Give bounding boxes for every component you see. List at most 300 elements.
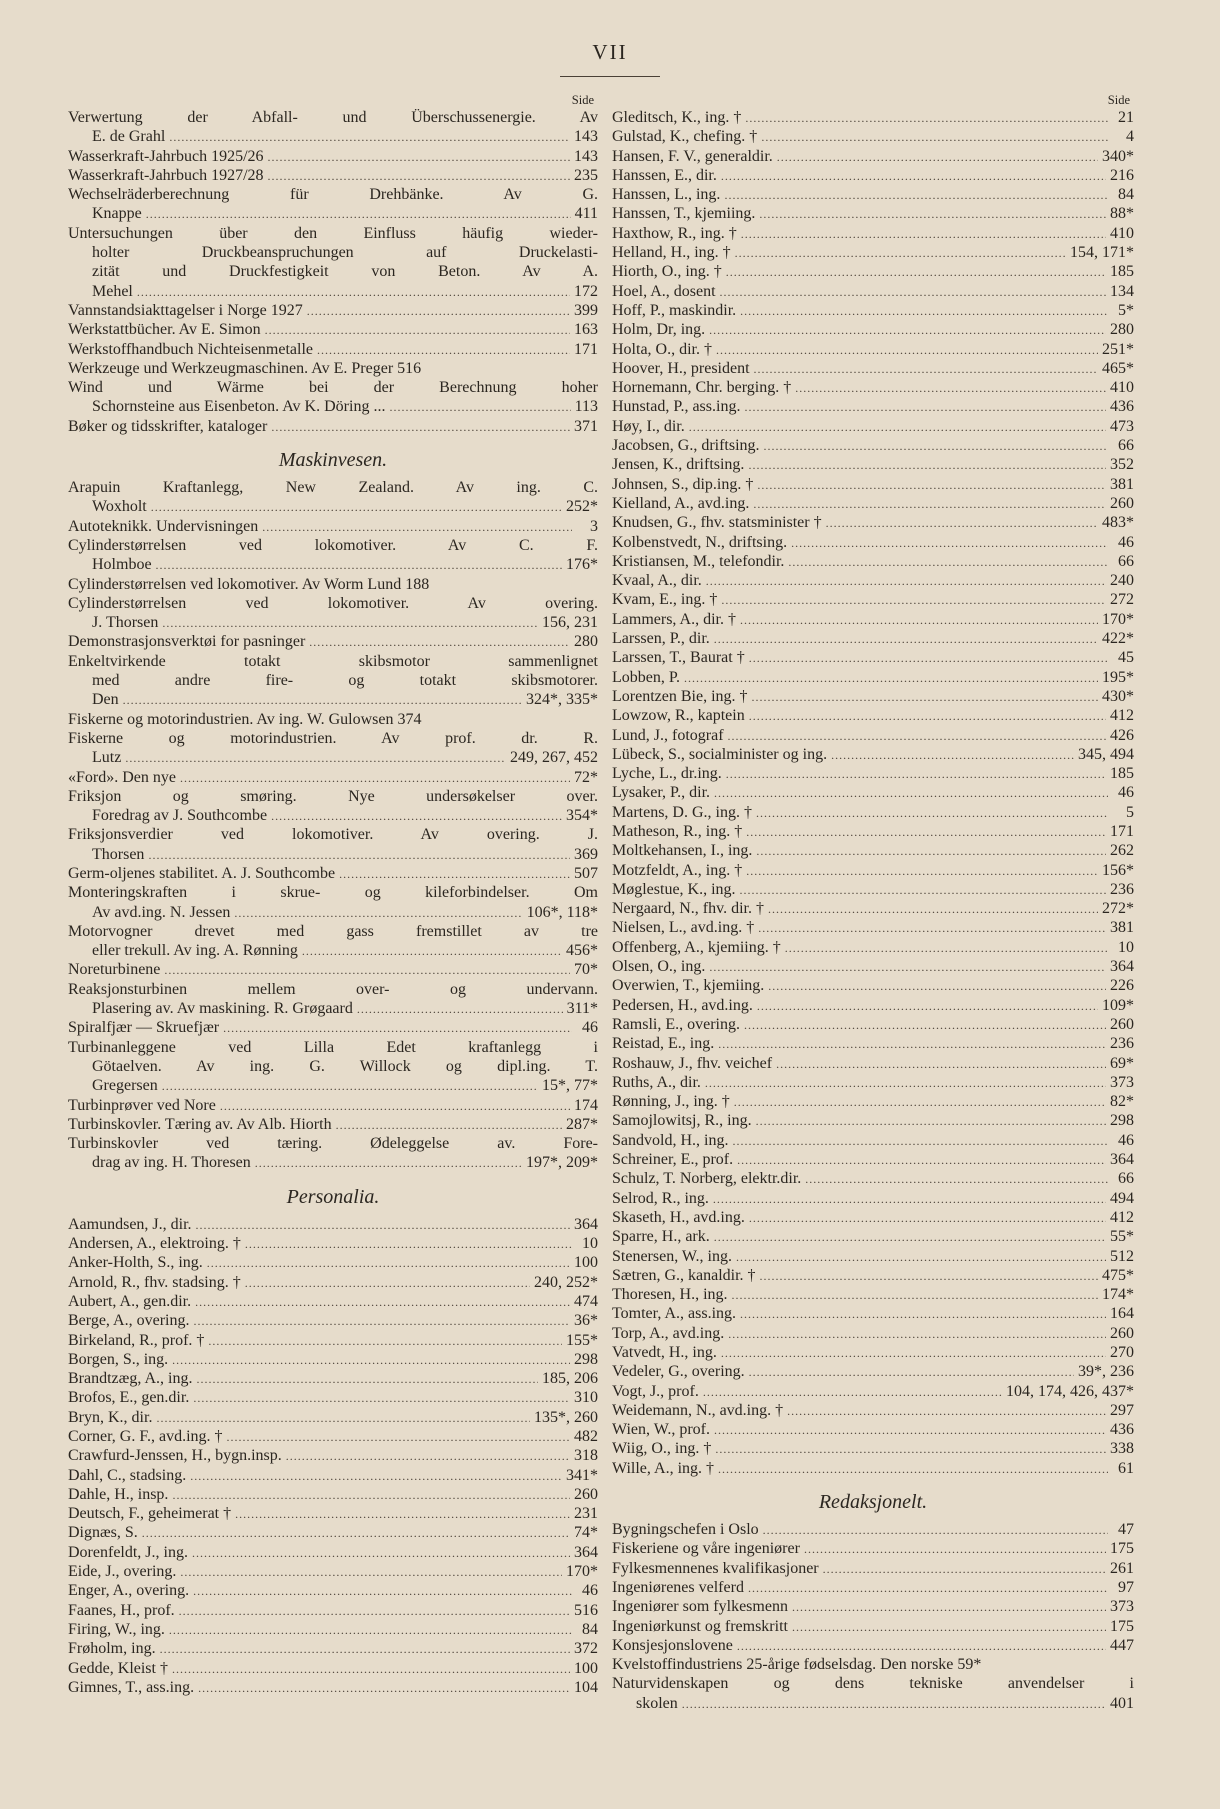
entry-line — [612, 455, 1134, 474]
dot-leader — [268, 148, 570, 167]
entry-line — [612, 590, 1134, 609]
dot-leader — [763, 1521, 1108, 1540]
entry-text: Konsjesjonslovene — [612, 1636, 733, 1654]
entry-line — [68, 359, 598, 378]
entry-line — [68, 517, 598, 536]
entry-text: Lorentzen Bie, ing. † — [612, 687, 748, 705]
entry-text: Schreiner, E., prof. — [612, 1151, 734, 1169]
page-ref: 372 — [574, 1640, 598, 1658]
entry-line — [612, 996, 1134, 1015]
index-entry — [68, 166, 598, 185]
entry-text: Tomter, A., ass.ing. — [612, 1305, 737, 1323]
entry-line — [612, 918, 1134, 937]
page-ref: 45 — [1118, 649, 1134, 667]
entry-line — [68, 1253, 598, 1272]
page-ref: 170* — [1102, 610, 1134, 628]
dot-leader — [744, 398, 1106, 417]
entry-text: J. Thorsen — [92, 614, 159, 632]
dot-leader — [748, 1579, 1108, 1598]
dot-leader — [234, 904, 522, 923]
entry-text: Hornemann, Chr. berging. † — [612, 379, 792, 397]
index-entry — [612, 938, 1134, 957]
entry-text: Spiralfjær — Skruefjær — [68, 1019, 220, 1037]
page-ref: 235 — [574, 166, 598, 184]
page-ref: 155* — [566, 1331, 598, 1349]
dot-leader — [193, 1312, 570, 1331]
entry-text: Hanssen, E., dir. — [612, 166, 717, 184]
dot-leader — [709, 958, 1106, 977]
dot-leader — [235, 1505, 570, 1524]
page-ref: 82* — [1110, 1093, 1134, 1111]
index-entry — [612, 1227, 1134, 1246]
index-entry — [612, 1343, 1134, 1362]
entry-text: Gregersen — [92, 1077, 158, 1095]
entry-text: Dignæs, S. — [68, 1524, 138, 1542]
page-ref: 46 — [1118, 784, 1134, 802]
dot-leader — [732, 1286, 1098, 1305]
entry-line — [68, 127, 598, 146]
page-ref: 163 — [574, 321, 598, 339]
dot-leader — [682, 1695, 1106, 1714]
entry-text: Høy, I., dir. — [612, 417, 685, 435]
entry-line — [68, 1562, 598, 1581]
index-entry — [612, 764, 1134, 783]
entry-line — [612, 436, 1134, 455]
dot-leader — [740, 302, 1108, 321]
dot-leader — [760, 1267, 1098, 1286]
index-entry — [68, 729, 598, 768]
entry-line — [68, 613, 598, 632]
page-ref: 422* — [1102, 630, 1134, 648]
page-ref: 287* — [566, 1115, 598, 1133]
dot-leader — [724, 186, 1108, 205]
entry-text: Plasering av. Av maskining. R. Grøgaard — [92, 1000, 353, 1018]
entry-text: Mehel — [92, 282, 133, 300]
right-column — [612, 92, 1134, 1713]
index-entry — [68, 575, 598, 594]
page-ref: 364 — [1110, 1151, 1134, 1169]
entry-line — [612, 745, 1134, 764]
entry-line — [612, 1131, 1134, 1150]
entry-line — [68, 1543, 598, 1562]
entry-line — [68, 1153, 598, 1172]
page-ref: 46 — [582, 1019, 598, 1037]
index-section — [612, 108, 1134, 1478]
entry-text: Lowzow, R., kaptein — [612, 707, 745, 725]
dot-leader — [713, 1190, 1106, 1209]
page-ref: 104, 174, 426, 437* — [1006, 1382, 1134, 1400]
page-ref: 399 — [574, 301, 598, 319]
entry-text: Vannstandsiakttagelser i Norge 1927 — [68, 301, 303, 319]
entry-line — [612, 108, 1134, 127]
dot-leader — [726, 263, 1106, 282]
index-entry — [68, 378, 598, 417]
page-ref: 185 — [1110, 263, 1134, 281]
dot-leader — [196, 1370, 538, 1389]
page-ref: 310 — [574, 1389, 598, 1407]
entry-text: Untersuchungen über den Einfluss häufig wieder- — [68, 224, 598, 242]
entry-line — [612, 1054, 1134, 1073]
dot-leader — [754, 360, 1098, 379]
entry-line — [612, 687, 1134, 706]
page-ref: 297 — [1110, 1401, 1134, 1419]
index-entry — [68, 1331, 598, 1350]
entry-line — [68, 903, 598, 922]
index-entry — [612, 1674, 1134, 1713]
dot-leader — [737, 1637, 1106, 1656]
entry-text: Ramsli, E., overing. — [612, 1015, 740, 1033]
page-ref: 5 — [1126, 803, 1134, 821]
entry-line — [68, 555, 598, 574]
page-ref: 226 — [1110, 977, 1134, 995]
entry-line — [68, 1311, 598, 1330]
entry-text: Wille, A., ing. † — [612, 1459, 715, 1477]
dot-leader — [735, 244, 1066, 263]
dot-leader — [791, 534, 1108, 553]
page-ref: 240, 252* — [534, 1273, 598, 1291]
dot-leader — [756, 842, 1106, 861]
entry-text: Samojlowitsj, R., ing. — [612, 1112, 752, 1130]
page-ref: 84 — [1118, 186, 1134, 204]
entry-line — [612, 282, 1134, 301]
index-entry — [612, 1324, 1134, 1343]
index-entry — [68, 340, 598, 359]
dot-leader — [706, 572, 1106, 591]
entry-line — [612, 1459, 1134, 1478]
entry-text: Sætren, G., kanaldir. † — [612, 1266, 756, 1284]
entry-line — [612, 1015, 1134, 1034]
entry-text: Lutz — [92, 749, 122, 767]
entry-text: Lübeck, S., socialminister og ing. — [612, 745, 828, 763]
index-entry — [68, 1639, 598, 1658]
dot-leader — [720, 283, 1106, 302]
dot-leader — [208, 1332, 562, 1351]
page-ref: 104 — [574, 1678, 598, 1696]
entry-line — [68, 1427, 598, 1446]
entry-line — [612, 1111, 1134, 1130]
dot-leader — [718, 1460, 1108, 1479]
entry-line — [612, 320, 1134, 339]
page-ref: 298 — [574, 1350, 598, 1368]
dot-leader — [768, 900, 1098, 919]
dot-leader — [245, 1235, 572, 1254]
entry-text: Helland, H., ing. † — [612, 244, 731, 262]
page-ref: 170* — [566, 1563, 598, 1581]
entry-text: Knappe — [92, 205, 142, 223]
entry-text: Firing, W., ing. — [68, 1620, 165, 1638]
page-ref: 251* — [1102, 340, 1134, 358]
entry-line — [612, 1227, 1134, 1246]
entry-text: Torp, A., avd.ing. — [612, 1324, 725, 1342]
entry-line — [68, 748, 598, 767]
dot-leader — [753, 495, 1106, 514]
dot-leader — [339, 865, 570, 884]
entry-line — [612, 610, 1134, 629]
index-entry — [68, 768, 598, 787]
page-ref: 84 — [582, 1620, 598, 1638]
page-ref: 516 — [574, 1601, 598, 1619]
entry-text: Nielsen, L., avd.ing. † — [612, 919, 755, 937]
page-ref: 340* — [1102, 147, 1134, 165]
index-entry — [68, 320, 598, 339]
page-ref: 4 — [1126, 128, 1134, 146]
entry-line — [612, 976, 1134, 995]
page-ref: 176* — [566, 556, 598, 574]
index-entry — [612, 1578, 1134, 1597]
dot-leader — [245, 1274, 530, 1293]
page-number: VII — [592, 40, 628, 64]
right-sections — [612, 108, 1134, 1713]
index-entry — [612, 108, 1134, 127]
index-entry — [612, 552, 1134, 571]
dot-leader — [190, 1467, 562, 1486]
dot-leader — [164, 961, 570, 980]
entry-line — [68, 301, 598, 320]
index-entry — [612, 571, 1134, 590]
index-entry — [612, 668, 1134, 687]
page-ref: 240 — [1110, 572, 1134, 590]
index-entry — [68, 185, 598, 224]
dot-leader — [714, 1228, 1106, 1247]
dot-leader — [172, 1660, 570, 1679]
dot-leader — [823, 1560, 1106, 1579]
index-entry — [612, 147, 1134, 166]
entry-line — [612, 899, 1134, 918]
page-number-rule — [560, 76, 660, 77]
entry-line — [68, 1350, 598, 1369]
entry-line — [68, 1659, 598, 1678]
dot-leader — [746, 823, 1106, 842]
page-ref: 364 — [574, 1543, 598, 1561]
index-section — [612, 1478, 1134, 1713]
index-entry — [68, 1485, 598, 1504]
page-ref: 66 — [1118, 1170, 1134, 1188]
entry-line — [68, 999, 598, 1018]
index-entry — [612, 1539, 1134, 1558]
dot-leader — [785, 939, 1108, 958]
entry-line — [68, 864, 598, 883]
dot-leader — [262, 518, 572, 537]
entry-line — [612, 1617, 1134, 1636]
entry-text: Ruths, A., dir. — [612, 1073, 701, 1091]
index-entry — [612, 1150, 1134, 1169]
entry-text: Knudsen, G., fhv. statsminister † — [612, 514, 822, 532]
entry-line — [68, 1096, 598, 1115]
dot-leader — [749, 707, 1106, 726]
entry-text: Wechselräderberechnung für Drehbänke. Av G. — [68, 186, 598, 204]
index-section — [68, 1173, 598, 1697]
index-entry — [68, 1292, 598, 1311]
dot-leader — [179, 1602, 570, 1621]
entry-text: holter Druckbeanspruchungen auf Druckelasti- — [92, 244, 598, 262]
dot-leader — [703, 1383, 1002, 1402]
entry-text: Turbinanleggene ved Lilla Edet kraftanlegg i — [68, 1038, 598, 1056]
entry-text: Gleditsch, K., ing. † — [612, 109, 742, 126]
entry-text: Roshauw, J., fhv. veichef — [612, 1054, 773, 1072]
entry-text: skolen — [636, 1694, 678, 1712]
entry-line — [612, 841, 1134, 860]
index-entry — [612, 1015, 1134, 1034]
page-ref: 261 — [1110, 1559, 1134, 1577]
entry-line — [68, 1215, 598, 1234]
page-ref: 260 — [574, 1485, 598, 1503]
entry-text: Ingeniørkunst og fremskritt — [612, 1617, 788, 1635]
page-ref: 318 — [574, 1447, 598, 1465]
page-ref: 143 — [574, 147, 598, 165]
dot-leader — [271, 807, 562, 826]
entry-line — [612, 764, 1134, 783]
index-entry — [612, 475, 1134, 494]
index-entry — [612, 1304, 1134, 1323]
dot-leader — [125, 749, 506, 768]
entry-text: Turbinskovler. Tæring av. Av Alb. Hiorth — [68, 1115, 332, 1133]
index-entry — [68, 864, 598, 883]
page-ref: 482 — [574, 1428, 598, 1445]
entry-line — [68, 147, 598, 166]
page-ref: 236 — [1110, 1035, 1134, 1053]
dot-leader — [156, 556, 562, 575]
entry-text: Lund, J., fotograf — [612, 726, 724, 744]
dot-leader — [759, 205, 1106, 224]
entry-line — [68, 340, 598, 359]
entry-line — [612, 1343, 1134, 1362]
entry-line — [612, 301, 1134, 320]
entry-line — [68, 632, 598, 651]
page-ref: 411 — [574, 205, 598, 223]
entry-text: Berge, A., overing. — [68, 1312, 190, 1330]
entry-text: Vatvedt, H., ing. — [612, 1344, 717, 1361]
index-entry — [68, 1601, 598, 1620]
index-entry — [68, 1038, 598, 1096]
page-ref: 249, 267, 452 — [510, 749, 598, 767]
page-ref: 236 — [1110, 880, 1134, 898]
page-ref: 46 — [1118, 533, 1134, 551]
page-ref: 260 — [1110, 494, 1134, 512]
index-entry — [68, 1388, 598, 1407]
entry-text: Lyche, L., dr.ing. — [612, 765, 722, 783]
page-ref: 447 — [1110, 1636, 1134, 1654]
page-ref: 512 — [1110, 1247, 1134, 1265]
page-ref: 260 — [1110, 1324, 1134, 1342]
entry-text: Lobben, P. — [612, 668, 680, 686]
entry-text: Faanes, H., prof. — [68, 1601, 175, 1619]
page-ref: 373 — [1110, 1598, 1134, 1616]
entry-line — [612, 1559, 1134, 1578]
index-entry — [68, 1369, 598, 1388]
page-ref: 436 — [1110, 1421, 1134, 1439]
entry-line — [68, 166, 598, 185]
page-ref: 354* — [566, 807, 598, 825]
dot-leader — [732, 1132, 1108, 1151]
dot-leader — [148, 846, 570, 865]
page-ref: 381 — [1110, 919, 1134, 937]
entry-text: E. de Grahl — [92, 128, 166, 146]
entry-text: Motzfeldt, A., ing. † — [612, 861, 743, 879]
entry-text: Fiskerne og motorindustrien. Av prof. dr. R. — [68, 729, 598, 747]
page-ref: 231 — [574, 1505, 598, 1523]
dot-leader — [193, 1389, 570, 1408]
dot-leader — [336, 1116, 562, 1135]
entry-line — [68, 397, 598, 416]
entry-line — [68, 417, 598, 436]
entry-line — [612, 1189, 1134, 1208]
entry-text: Motorvogner drevet med gass fremstillet av tre — [68, 922, 598, 940]
entry-text: Cylinderstørrelsen ved lokomotiver. Av Worm Lund 188 — [68, 575, 430, 593]
entry-text: eller trekull. Av ing. A. Rønning — [92, 942, 298, 960]
index-entry — [68, 594, 598, 633]
index-entry — [68, 1234, 598, 1253]
dot-leader — [831, 746, 1074, 765]
entry-text: Holta, O., dir. † — [612, 340, 712, 358]
entry-line — [68, 960, 598, 979]
dot-leader — [137, 283, 570, 302]
dot-leader — [740, 611, 1098, 630]
dot-leader — [207, 1254, 570, 1273]
dot-leader — [196, 1216, 570, 1235]
entry-line — [612, 957, 1134, 976]
page-ref: 172 — [574, 282, 598, 300]
page-ref: 156, 231 — [542, 614, 598, 632]
index-entry — [612, 1073, 1134, 1092]
entry-text: «Ford». Den nye — [68, 768, 176, 786]
index-entry — [68, 652, 598, 710]
entry-text: med andre fire- og totakt skibsmotorer. — [92, 672, 598, 690]
entry-line — [612, 1266, 1134, 1285]
page-ref: 100 — [574, 1659, 598, 1677]
entry-text: Weidemann, N., avd.ing. † — [612, 1401, 784, 1419]
entry-text: Deutsch, F., geheimerat † — [68, 1505, 232, 1523]
entry-line — [612, 1362, 1134, 1381]
page-ref: 106*, 118* — [526, 903, 598, 921]
entry-text: Kolbenstvedt, N., driftsing. — [612, 533, 788, 551]
index-entry — [612, 185, 1134, 204]
index-entry — [612, 1285, 1134, 1304]
index-entry — [68, 1273, 598, 1292]
index-entry — [612, 378, 1134, 397]
entry-line — [68, 204, 598, 223]
dot-leader — [721, 167, 1106, 186]
entry-text: Turbinprøver ved Nore — [68, 1096, 216, 1114]
index-entry — [612, 610, 1134, 629]
index-entry — [612, 1189, 1134, 1208]
entry-line — [612, 243, 1134, 262]
entry-line — [68, 1018, 598, 1037]
entry-text: Kvaal, A., dir. — [612, 572, 702, 590]
entry-text: Jacobsen, G., driftsing. — [612, 437, 760, 455]
page-ref: 272 — [1110, 591, 1134, 609]
entry-line — [68, 1523, 598, 1542]
dot-leader — [716, 341, 1098, 360]
index-entry — [612, 533, 1134, 552]
page-ref: 88* — [1110, 205, 1134, 223]
entry-text: Schornsteine aus Eisenbeton. Av K. Döring ... — [92, 398, 386, 416]
dot-leader — [804, 1540, 1106, 1559]
dot-leader — [192, 1544, 570, 1563]
dot-leader — [705, 1074, 1106, 1093]
entry-text: Woxholt — [92, 498, 147, 516]
index-entry — [612, 590, 1134, 609]
page-ref: 97 — [1118, 1578, 1134, 1596]
dot-leader — [268, 167, 570, 186]
entry-text: Offenberg, A., kjemiing. † — [612, 938, 781, 956]
page-ref: 364 — [574, 1215, 598, 1233]
page-ref: 156* — [1102, 861, 1134, 879]
index-entry — [68, 147, 598, 166]
entry-text: Holmboe — [92, 556, 152, 574]
entry-text: Hansen, F. V., generaldir. — [612, 147, 773, 165]
index-entry — [612, 1459, 1134, 1478]
entry-text: Kvelstoffindustriens 25-årige fødselsdag. Den norske 59* — [612, 1656, 982, 1674]
